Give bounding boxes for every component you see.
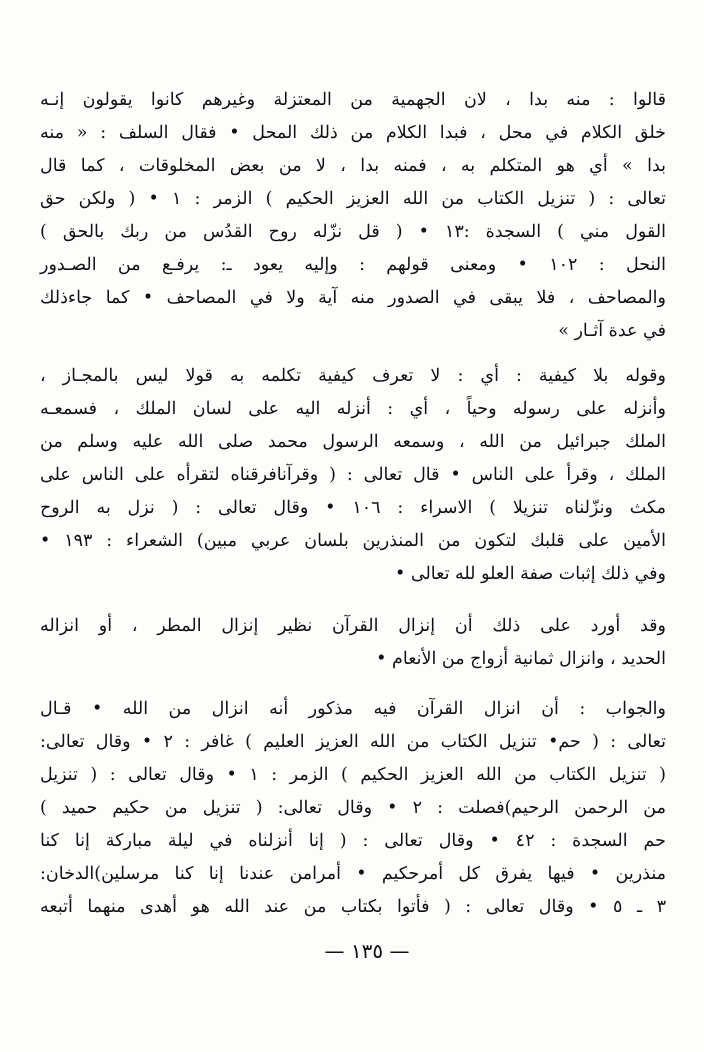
text-line: تعالى : ( تنزيل الكتاب من الله العزيز الحكيم ) الزمر : ١ • ( ولكن حق (40, 189, 666, 209)
text-line: وقد أورد على ذلك أن إنزال القرآن نظير إنزال المطر ، أو انزاله (40, 616, 666, 636)
text-line: مكث ونزّلناه تنزيلا ) الاسراء : ١٠٦ • وقال تعالى : ( نزل به الروح (40, 498, 666, 518)
text-line: ( تنزيل الكتاب من الله العزيز الحكيم ) الزمر : ١ • وقال تعالى : ( تنزيل (40, 765, 666, 785)
text-line: والجواب : أن انزال القرآن فيه مذكور أنه انزال من الله • قـال (40, 699, 666, 719)
text-line: وقوله بلا كيفية : أي : لا تعرف كيفية تكلمه به قولا ليس بالمجـاز ، (40, 366, 666, 386)
text-line: والمصاحف ، فلا يبقى في الصدور منه آية ولا في المصاحف • كما جاءذلك (40, 288, 666, 308)
text-line: النحل : ١٠٢ • ومعنى قولهم : وإليه يعود ـ: يرفـع من الصـدور (40, 255, 667, 275)
text-line: قالوا : منه بدا ، لان الجهمية من المعتزلة وغيرهم كانوا يقولون إنـه (40, 90, 666, 110)
text-line: وفي ذلك إثبات صفة العلو لله تعالى • (395, 564, 666, 584)
text-line: تعالى : ( حم• تنزيل الكتاب من الله العزيز العليم ) غافر : ٢ • وقال تعالى: (40, 732, 666, 752)
text-line: الأمين على قلبك لتكون من المنذرين بلسان عربي مبين) الشعراء : ١٩٣ • (40, 531, 666, 551)
text-line: من الرحمن الرحيم)فصلت : ٢ • وقال تعالى: ( تنزيل من حكيم حميد ) (40, 798, 666, 818)
text-line: وأنزله على رسوله وحياً ، أي : أنزله اليه على لسان الملك ، فسمعـه (40, 399, 666, 419)
text-line: الحديد ، وانزال ثمانية أزواج من الأنعام • (376, 649, 666, 669)
text-line: في عدة آثـار » (558, 321, 666, 341)
text-line: خلق الكلام في محل ، فبدا الكلام من ذلك المحل • فقال السلف : « منه (40, 123, 666, 143)
text-line: ٣ ـ ٥ • وقال تعالى : ( فأتوا بكتاب من عند الله هو أهدى منهما أتبعه (40, 897, 666, 917)
text-line: بدا » أي هو المتكلم به ، فمنه بدا ، لا من بعض المخلوقات ، كما قال (40, 156, 666, 176)
text-line: الملك جبرائيل من الله ، وسمعه الرسول محمد صلى الله عليه وسلم من (40, 432, 666, 452)
page-number: — ١٣٥ — (324, 939, 410, 963)
text-line: منذرين • فيها يفرق كل أمرحكيم • أمرامن عندنا إنا كنا مرسلين)الدخان: (40, 864, 666, 884)
text-line: حم السجدة : ٤٢ • وقال تعالى : ( إنا أنزلناه في ليلة مباركة إنا كنا (40, 831, 666, 851)
text-line: القول مني ) السجدة :١٣ • ( قل نزّله روح القدُس من ربك بالحق ) (40, 222, 666, 242)
text-line: الملك ، وقرأ على الناس • قال تعالى : ( وقرآنافرقناه لتقرأه على الناس على (40, 465, 666, 485)
